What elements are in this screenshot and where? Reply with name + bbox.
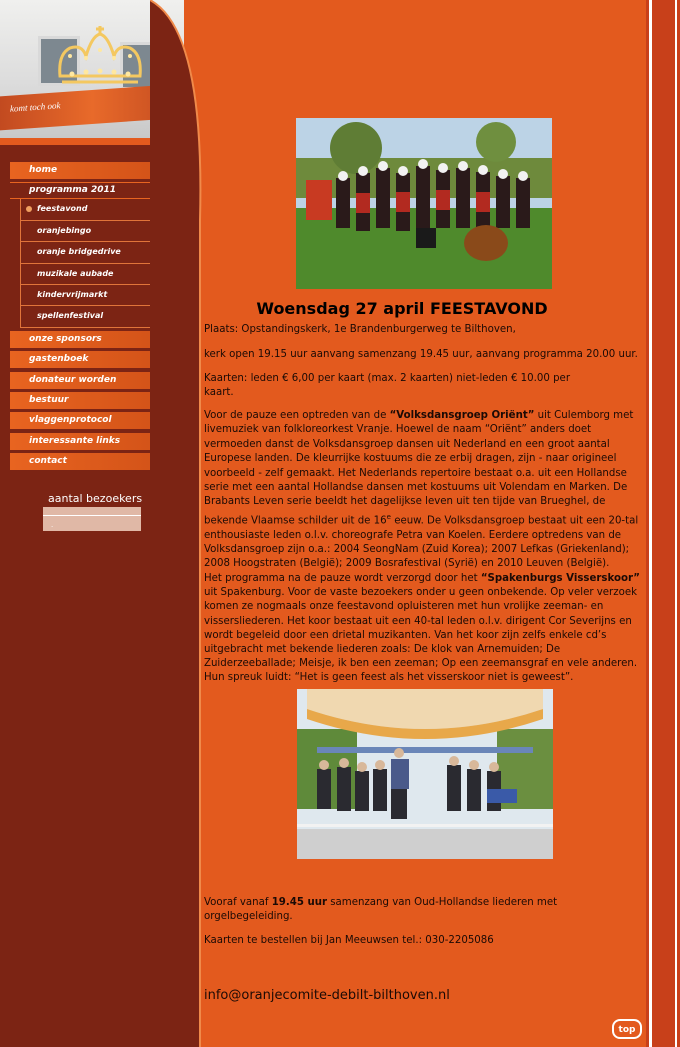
- counter-divider: [43, 515, 141, 516]
- sub-feestavond[interactable]: [21, 199, 166, 220]
- event-times: kerk open 19.15 uur aanvang samenzang 19.45 uur, aanvang programma 20.00 uur.: [204, 349, 638, 360]
- sub-kindervrijmarkt[interactable]: kindervrijmarkt: [21, 285, 166, 306]
- sub-spellenfestival[interactable]: spellenfestival: [37, 311, 104, 321]
- event-location: Plaats: Opstandingskerk, 1e Brandenburgerweg te Bilthoven,: [204, 324, 516, 335]
- singalong-time: 19.45 uur: [271, 897, 328, 908]
- visitor-counter: [43, 507, 141, 531]
- back-to-top-button[interactable]: top: [612, 1019, 642, 1039]
- event-title: Woensdag 27 april FEESTAVOND: [256, 299, 548, 318]
- nav-contact[interactable]: contact: [10, 453, 165, 470]
- right-stripe: [649, 0, 652, 1047]
- singalong-paragraph: [204, 896, 644, 924]
- nav-donateur-worden[interactable]: donateur worden: [10, 372, 165, 389]
- nav-gastenboek[interactable]: gastenboek: [10, 351, 165, 368]
- orient-text-b: eeuw. De Volksdansgroep bestaat uit een 20-tal enthousiaste leden o.l.v. choreografe Petra van Koelen. Eerdere optredens van de Volksdansgroep zijn o.a.: 2004 SeongNam (Zuid Korea); 2007 Lefkas (Griekenland); 2008 Hoogstraten (België); 2009 Bosrafestival (Syrië) en 2010 Leuven (België).: [204, 515, 639, 570]
- choir-paragraph: [204, 572, 644, 686]
- nav-interessante-links[interactable]: interessante links: [10, 433, 165, 450]
- orient-text-a: uit Culemborg met livemuziek van folkloreorkest Vranje. Hoewel de naam “Oriënt” anders doet vermoeden danst de Volksdansgroep dansen uit Nederland en een groot aantal Europese landen. De kleurrijke kostuums die ze erbij dragen, zijn - naar origineel voorbeeld - zelf gemaakt. Het Nederlands repertoire bestaat o.a. uit een Hollandse serie met een aantal Hollandse dansen met kostuums uit Volendam en Marken. De Brabants Leven serie beeldt het dagelijkse leven uit ten tijde van Brueghel, de bekende Vlaamse schilder uit de 16: [204, 410, 634, 527]
- contact-email-link[interactable]: info@oranjecomite-debilt-bilthoven.nl: [204, 988, 450, 1003]
- submenu-programma: [20, 199, 167, 327]
- orient-name: “Volksdansgroep Oriënt”: [389, 410, 535, 421]
- choir-name: “Spakenburgs Visserskoor”: [480, 573, 640, 584]
- visitor-counter-label: aantal bezoekers: [48, 492, 143, 505]
- folk-dance-group-photo: [296, 118, 552, 289]
- sub-oranje-bridgedrive[interactable]: oranje bridgedrive: [21, 242, 166, 263]
- active-bullet-icon: [26, 206, 32, 212]
- event-tickets: Kaarten: leden € 6,00 per kaart (max. 2 kaarten) niet-leden € 10.00 per kaart.: [204, 373, 571, 398]
- choir-text: uit Spakenburg. Voor de vaste bezoekers onder u geen onbekende. Op veler verzoek komen ze nogmaals onze feestavond opluisteren met hun vrolijke zeeman- en vissersliederen. Het koor bestaat uit een 40-tal leden o.l.v. dirigent Cor Severijns en wordt begeleid door een drietal muzikanten. Van het koor zijn zelfs enkele cd’s uitgebracht met bekende liederen zoals: De klok van Arnemuiden; De Zuiderzeeballade; Meisje, ik ben een zeeman; Op een zeemansgraf en vele anderen. Hun spreuk luidt: “Het is geen feest als het visserskoor niet is geweest”.: [204, 587, 638, 684]
- crown-logo: [52, 26, 148, 88]
- right-stripe-outer: [675, 0, 677, 1047]
- nav-vlaggenprotocol[interactable]: vlaggenprotocol: [10, 412, 165, 429]
- main-navigation: [10, 162, 170, 473]
- nav-home[interactable]: home: [10, 162, 165, 179]
- singalong-prefix: Vooraf vanaf: [204, 897, 272, 908]
- orient-intro: Voor de pauze een optreden van de: [204, 410, 390, 421]
- sub-muzikale-aubade[interactable]: muzikale aubade: [21, 264, 166, 285]
- order-info: Kaarten te bestellen bij Jan Meeuwsen tel.: 030-2205086: [204, 935, 494, 946]
- choir-intro: Het programma na de pauze wordt verzorgd door het: [204, 573, 481, 584]
- nav-programma-2011[interactable]: programma 2011: [10, 182, 165, 199]
- banner-text: komt toch ook: [10, 100, 61, 114]
- decorative-curve: [150, 0, 210, 1047]
- singalong-suffix: samenzang van Oud-Hollandse liederen met orgelbegeleiding.: [204, 897, 558, 923]
- orient-paragraph: [204, 409, 644, 572]
- orient-sup: e: [386, 512, 391, 521]
- counter-mark: .: [51, 521, 54, 529]
- nav-onze-sponsors[interactable]: onze sponsors: [10, 331, 165, 348]
- nav-bestuur[interactable]: bestuur: [10, 392, 165, 409]
- sub-feestavond-label: feestavond: [37, 204, 88, 214]
- choir-photo: [297, 689, 553, 859]
- sub-oranjebingo[interactable]: oranjebingo: [21, 221, 166, 242]
